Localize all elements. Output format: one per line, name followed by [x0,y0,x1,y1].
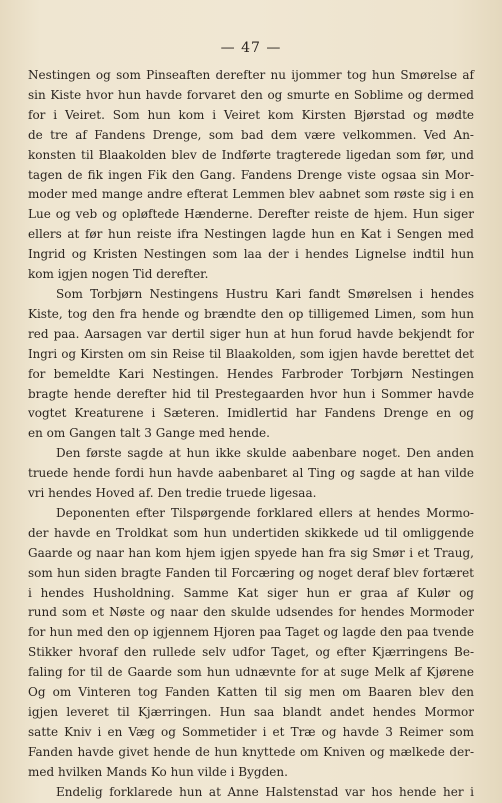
text-line: for i Veiret. Som hun kom i Veiret kom Kirsten Bjørstad og mødte [28,107,474,122]
text-line: med hvilken Mands Ko hun vilde i Bygden. [28,764,288,779]
text-line: ellers at før hun reiste ifra Nestingen lagde hun en Kat i Sengen med [28,227,474,242]
text-line: Gaarde og naar han kom hjem igjen spyede han fra sig Smør i et Traug, [28,545,474,560]
paragraph [28,444,474,504]
text-line: Nestingen og som Pinseaften derefter nu ijommer tog hun Smørelse af [28,68,474,82]
text-line: Den første sagde at hun ikke skulde aabenbare noget. Den anden [56,446,474,461]
page-number: — 47 — [220,40,282,56]
text-line: bragte hende derefter hid til Prestegaarden hvor hun i Sommer havde [28,386,474,401]
text-line: de tre af Fandens Drenge, som bad dem være velkommen. Ved An- [28,127,474,142]
text-line: Som Torbjørn Nestingens Hustru Kari fandt Smørelsen i hendes [56,286,474,301]
text-line: moder med mange andre efterat Lemmen blev aabnet som røste sig i en [28,187,474,202]
text-line: Ingri og Kirsten om sin Reise til Blaakolden, som igjen havde berettet det [28,346,474,361]
text-line: Ingrid og Kristen Nestingen som laa der i hendes Lignelse indtil hun [28,247,474,262]
text-line: vri hendes Hoved af. Den tredie truede ligesaa. [28,486,317,501]
text-line: for hun med den op igjennem Hjoren paa Taget og lagde den paa tvende [28,625,474,640]
text-line: Stikker hvoraf den rullede selv udfor Taget, og efter Kjærringens Be- [28,645,474,660]
text-line: igjen leveret til Kjærringen. Hun saa blandt andet hendes Mormor [28,705,474,719]
text-line: konsten til Blaakolden blev de Indførte tragterede ligedan som før, und [28,147,474,162]
text-line: sin Kiste hvor hun havde forvaret den og smurte en Soblime og dermed [28,87,474,102]
paragraph [28,504,474,783]
paragraph [28,783,474,803]
text-line: satte Kniv i en Væg og Sommetider i et Træ og havde 3 Reimer som [28,724,474,739]
text-line: Fanden havde givet hende de hun knyttede om Kniven og mælkede der- [28,744,474,759]
text-line: tagen de fik ingen Fik den Gang. Fandens Drenge viste ogsaa sin Mor- [28,167,474,182]
text-line: truede hende fordi hun havde aabenbaret al Ting og sagde at han vilde [28,466,474,481]
paragraph [28,66,474,285]
text-line: der havde en Troldkat som hun undertiden skikkede ud til omliggende [28,525,474,540]
paragraph [28,285,474,444]
text-line: i hendes Husholdning. Samme Kat siger hun er graa af Kulør og [28,585,474,600]
text-line: rund som et Nøste og naar den skulde udsendes for hendes Mormoder [28,605,474,620]
text-line: som hun siden bragte Fanden til Forcæring og noget deraf blev fortæret [28,565,474,580]
text-line: Lue og veb og opløftede Hænderne. Derefter reiste de hjem. Hun siger [28,207,474,222]
text-body [28,66,474,803]
text-line: vogtet Kreaturene i Sæteren. Imidlertid har Fandens Drenge en og [28,406,474,421]
text-line: red paa. Aarsagen var dertil siger hun at hun forud havde bekjendt for [28,326,474,341]
text-line: for bemeldte Kari Nestingen. Hendes Farbroder Torbjørn Nestingen [28,366,474,381]
text-line: en om Gangen talt 3 Gange med hende. [28,426,270,441]
text-line: Deponenten efter Tilspørgende forklared ellers at hendes Mormo- [56,505,474,520]
text-line: Kiste, tog den fra hende og brændte den op tilligemed Limen, som hun [28,306,474,321]
text-line: faling for til de Gaarde som hun udnævnte for at suge Melk af Kjørene [28,665,474,680]
text-line: Og om Vinteren tog Fanden Katten til sig men om Baaren blev den [28,685,474,700]
text-line: kom igjen nogen Tid derefter. [28,267,209,282]
text-line: Endelig forklarede hun at Anne Halstenstad var hos hende her i [56,784,474,799]
